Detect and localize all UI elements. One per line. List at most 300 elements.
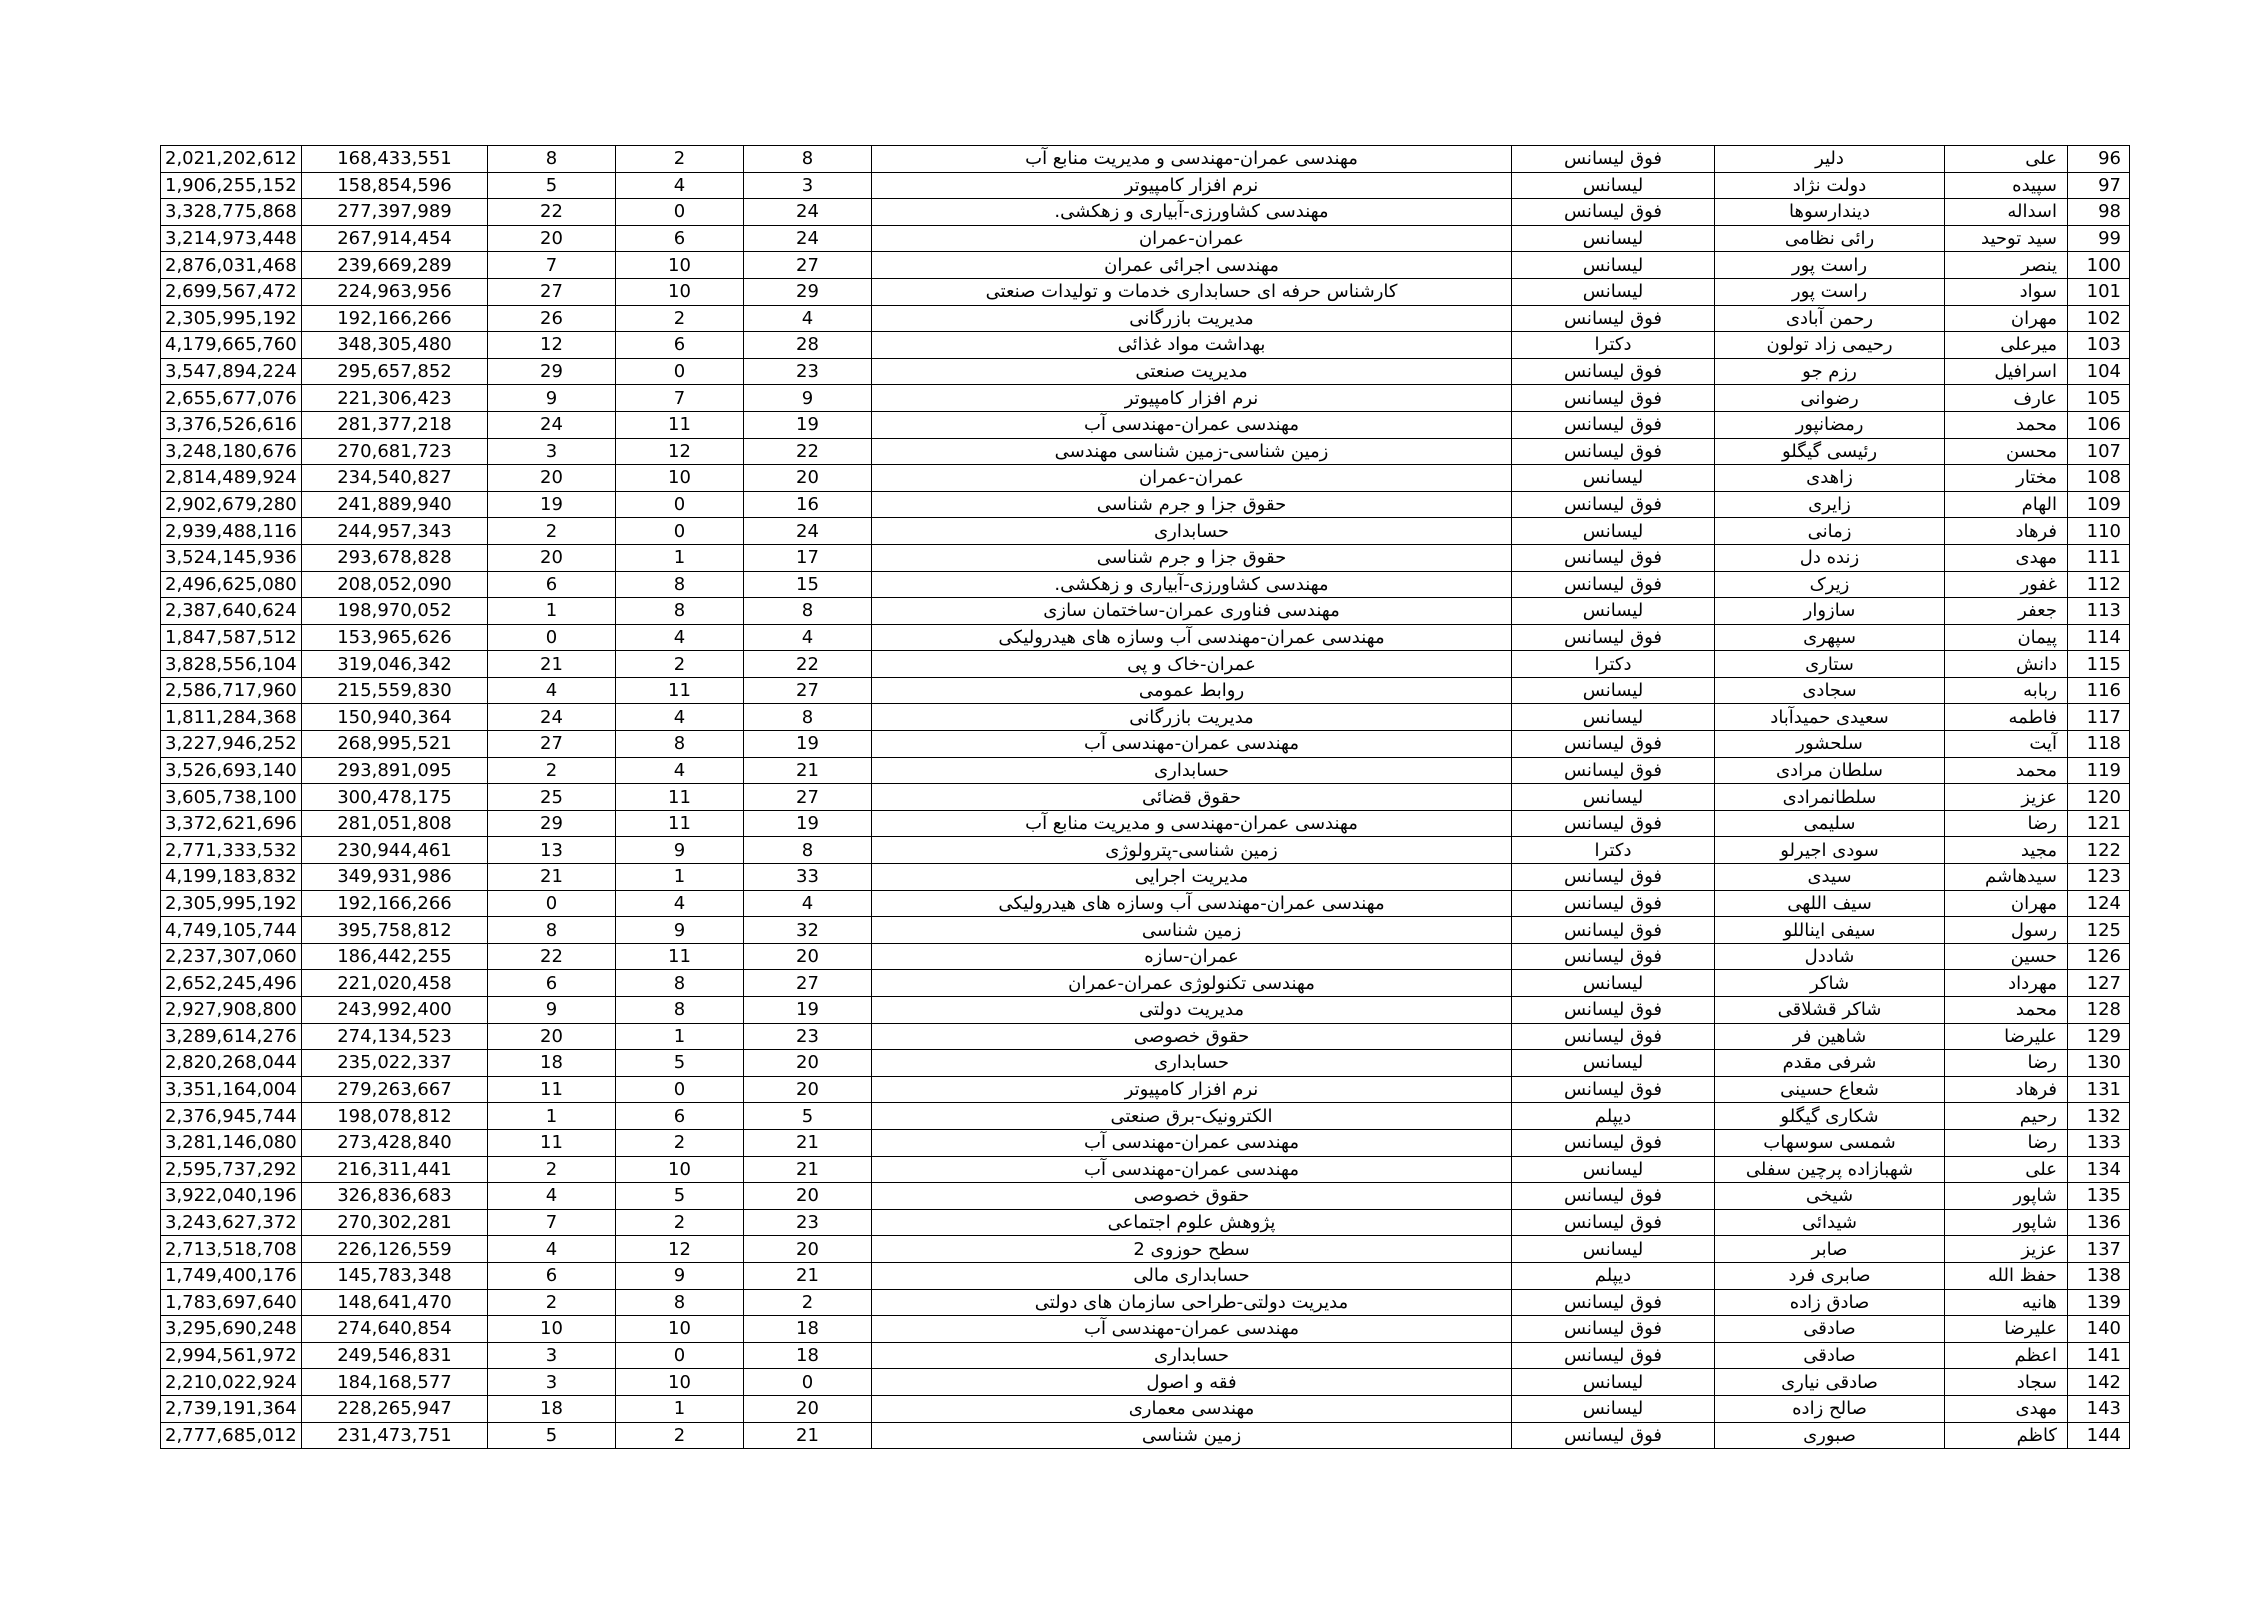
first-name-cell: محمد bbox=[1945, 757, 2068, 784]
table-row bbox=[161, 1342, 2130, 1369]
total-amount-cell: 3,243,627,372 bbox=[161, 1209, 302, 1236]
days-cell: 5 bbox=[744, 1103, 872, 1130]
years-cell: 11 bbox=[488, 1129, 616, 1156]
months-cell: 8 bbox=[616, 1289, 744, 1316]
degree-cell: لیسانس bbox=[1512, 704, 1715, 731]
first-name-cell: مهران bbox=[1945, 305, 2068, 332]
total-amount-cell: 4,179,665,760 bbox=[161, 332, 302, 359]
degree-cell: فوق لیسانس bbox=[1512, 1342, 1715, 1369]
years-cell: 29 bbox=[488, 358, 616, 385]
first-name-cell: میرعلی bbox=[1945, 332, 2068, 359]
table-row bbox=[161, 890, 2130, 917]
first-name-cell: عارف bbox=[1945, 385, 2068, 412]
field-of-study-cell: مهندسی عمران-مهندسی آب bbox=[872, 411, 1512, 438]
degree-cell: لیسانس bbox=[1512, 1156, 1715, 1183]
degree-cell: فوق لیسانس bbox=[1512, 757, 1715, 784]
first-name-cell: سپیده bbox=[1945, 172, 2068, 199]
first-name-cell: رضا bbox=[1945, 1129, 2068, 1156]
field-of-study-cell: مهندسی معماری bbox=[872, 1395, 1512, 1422]
field-of-study-cell: مهندسی فناوری عمران-ساختمان سازی bbox=[872, 598, 1512, 625]
total-amount-cell: 2,305,995,192 bbox=[161, 305, 302, 332]
years-cell: 6 bbox=[488, 571, 616, 598]
months-cell: 8 bbox=[616, 598, 744, 625]
table-row bbox=[161, 332, 2130, 359]
first-name-cell: رسول bbox=[1945, 917, 2068, 944]
months-cell: 7 bbox=[616, 385, 744, 412]
table-row bbox=[161, 731, 2130, 758]
degree-cell: فوق لیسانس bbox=[1512, 544, 1715, 571]
total-amount-cell: 3,526,693,140 bbox=[161, 757, 302, 784]
field-of-study-cell: مهندسی تکنولوژی عمران-عمران bbox=[872, 970, 1512, 997]
row-number-cell: 123 bbox=[2068, 864, 2130, 891]
degree-cell: لیسانس bbox=[1512, 518, 1715, 545]
months-cell: 6 bbox=[616, 225, 744, 252]
total-amount-cell: 3,828,556,104 bbox=[161, 651, 302, 678]
field-of-study-cell: حسابداری مالی bbox=[872, 1262, 1512, 1289]
row-number-cell: 113 bbox=[2068, 598, 2130, 625]
months-cell: 8 bbox=[616, 571, 744, 598]
monthly-amount-cell: 192,166,266 bbox=[302, 305, 488, 332]
last-name-cell: راست پور bbox=[1715, 252, 1945, 279]
monthly-amount-cell: 198,078,812 bbox=[302, 1103, 488, 1130]
row-number-cell: 107 bbox=[2068, 438, 2130, 465]
total-amount-cell: 3,376,526,616 bbox=[161, 411, 302, 438]
months-cell: 11 bbox=[616, 677, 744, 704]
years-cell: 11 bbox=[488, 1076, 616, 1103]
days-cell: 21 bbox=[744, 1262, 872, 1289]
first-name-cell: علیرضا bbox=[1945, 1023, 2068, 1050]
days-cell: 33 bbox=[744, 864, 872, 891]
table-row bbox=[161, 1050, 2130, 1077]
first-name-cell: مجید bbox=[1945, 837, 2068, 864]
years-cell: 10 bbox=[488, 1316, 616, 1343]
row-number-cell: 120 bbox=[2068, 784, 2130, 811]
last-name-cell: صادق زاده bbox=[1715, 1289, 1945, 1316]
days-cell: 20 bbox=[744, 465, 872, 492]
days-cell: 20 bbox=[744, 943, 872, 970]
monthly-amount-cell: 230,944,461 bbox=[302, 837, 488, 864]
monthly-amount-cell: 293,891,095 bbox=[302, 757, 488, 784]
months-cell: 8 bbox=[616, 731, 744, 758]
field-of-study-cell: حسابداری bbox=[872, 757, 1512, 784]
days-cell: 23 bbox=[744, 1023, 872, 1050]
first-name-cell: سید توحید bbox=[1945, 225, 2068, 252]
field-of-study-cell: مهندسی عمران-مهندسی آب وسازه های هیدرولیکی bbox=[872, 624, 1512, 651]
total-amount-cell: 2,699,567,472 bbox=[161, 278, 302, 305]
monthly-amount-cell: 226,126,559 bbox=[302, 1236, 488, 1263]
months-cell: 9 bbox=[616, 837, 744, 864]
months-cell: 10 bbox=[616, 252, 744, 279]
last-name-cell: شرفی مقدم bbox=[1715, 1050, 1945, 1077]
last-name-cell: سجادی bbox=[1715, 677, 1945, 704]
row-number-cell: 118 bbox=[2068, 731, 2130, 758]
row-number-cell: 141 bbox=[2068, 1342, 2130, 1369]
last-name-cell: زاهدی bbox=[1715, 465, 1945, 492]
years-cell: 18 bbox=[488, 1395, 616, 1422]
years-cell: 26 bbox=[488, 305, 616, 332]
first-name-cell: مختار bbox=[1945, 465, 2068, 492]
row-number-cell: 119 bbox=[2068, 757, 2130, 784]
monthly-amount-cell: 208,052,090 bbox=[302, 571, 488, 598]
degree-cell: لیسانس bbox=[1512, 252, 1715, 279]
first-name-cell: مهدی bbox=[1945, 544, 2068, 571]
degree-cell: فوق لیسانس bbox=[1512, 810, 1715, 837]
first-name-cell: مهدی bbox=[1945, 1395, 2068, 1422]
degree-cell: فوق لیسانس bbox=[1512, 1076, 1715, 1103]
field-of-study-cell: فقه و اصول bbox=[872, 1369, 1512, 1396]
months-cell: 2 bbox=[616, 1129, 744, 1156]
degree-cell: فوق لیسانس bbox=[1512, 1023, 1715, 1050]
months-cell: 10 bbox=[616, 1156, 744, 1183]
last-name-cell: شیخی bbox=[1715, 1183, 1945, 1210]
last-name-cell: زنده دل bbox=[1715, 544, 1945, 571]
first-name-cell: ربابه bbox=[1945, 677, 2068, 704]
days-cell: 8 bbox=[744, 837, 872, 864]
monthly-amount-cell: 186,442,255 bbox=[302, 943, 488, 970]
years-cell: 29 bbox=[488, 810, 616, 837]
months-cell: 1 bbox=[616, 1395, 744, 1422]
monthly-amount-cell: 270,681,723 bbox=[302, 438, 488, 465]
monthly-amount-cell: 153,965,626 bbox=[302, 624, 488, 651]
row-number-cell: 100 bbox=[2068, 252, 2130, 279]
total-amount-cell: 2,237,307,060 bbox=[161, 943, 302, 970]
row-number-cell: 136 bbox=[2068, 1209, 2130, 1236]
row-number-cell: 96 bbox=[2068, 146, 2130, 173]
total-amount-cell: 2,387,640,624 bbox=[161, 598, 302, 625]
field-of-study-cell: پژوهش علوم اجتماعی bbox=[872, 1209, 1512, 1236]
row-number-cell: 124 bbox=[2068, 890, 2130, 917]
first-name-cell: حسین bbox=[1945, 943, 2068, 970]
months-cell: 0 bbox=[616, 1342, 744, 1369]
table-row bbox=[161, 624, 2130, 651]
last-name-cell: دیندارسوها bbox=[1715, 199, 1945, 226]
field-of-study-cell: مهندسی عمران-مهندسی و مدیریت منابع آب bbox=[872, 146, 1512, 173]
last-name-cell: شیدائی bbox=[1715, 1209, 1945, 1236]
months-cell: 0 bbox=[616, 1076, 744, 1103]
monthly-amount-cell: 281,051,808 bbox=[302, 810, 488, 837]
months-cell: 4 bbox=[616, 624, 744, 651]
table-row bbox=[161, 1422, 2130, 1449]
degree-cell: لیسانس bbox=[1512, 598, 1715, 625]
total-amount-cell: 2,876,031,468 bbox=[161, 252, 302, 279]
row-number-cell: 126 bbox=[2068, 943, 2130, 970]
table-row bbox=[161, 1262, 2130, 1289]
monthly-amount-cell: 216,311,441 bbox=[302, 1156, 488, 1183]
last-name-cell: صبوری bbox=[1715, 1422, 1945, 1449]
total-amount-cell: 3,372,621,696 bbox=[161, 810, 302, 837]
last-name-cell: سیف اللهی bbox=[1715, 890, 1945, 917]
row-number-cell: 130 bbox=[2068, 1050, 2130, 1077]
field-of-study-cell: نرم افزار کامپیوتر bbox=[872, 1076, 1512, 1103]
last-name-cell: سازوار bbox=[1715, 598, 1945, 625]
field-of-study-cell: مهندسی عمران-مهندسی آب bbox=[872, 1316, 1512, 1343]
days-cell: 29 bbox=[744, 278, 872, 305]
table-row bbox=[161, 1183, 2130, 1210]
table-row bbox=[161, 810, 2130, 837]
years-cell: 4 bbox=[488, 1236, 616, 1263]
total-amount-cell: 3,281,146,080 bbox=[161, 1129, 302, 1156]
degree-cell: فوق لیسانس bbox=[1512, 624, 1715, 651]
field-of-study-cell: عمران-عمران bbox=[872, 225, 1512, 252]
table-row bbox=[161, 358, 2130, 385]
field-of-study-cell: مهندسی عمران-مهندسی آب bbox=[872, 731, 1512, 758]
monthly-amount-cell: 168,433,551 bbox=[302, 146, 488, 173]
table-row bbox=[161, 305, 2130, 332]
first-name-cell: فرهاد bbox=[1945, 1076, 2068, 1103]
last-name-cell: شاکر قشلاقی bbox=[1715, 997, 1945, 1024]
field-of-study-cell: کارشناس حرفه ای حسابداری خدمات و تولیدات صنعتی bbox=[872, 278, 1512, 305]
monthly-amount-cell: 148,641,470 bbox=[302, 1289, 488, 1316]
first-name-cell: جعفر bbox=[1945, 598, 2068, 625]
first-name-cell: حفظ الله bbox=[1945, 1262, 2068, 1289]
total-amount-cell: 2,777,685,012 bbox=[161, 1422, 302, 1449]
days-cell: 28 bbox=[744, 332, 872, 359]
years-cell: 9 bbox=[488, 997, 616, 1024]
first-name-cell: رضا bbox=[1945, 1050, 2068, 1077]
table-row bbox=[161, 837, 2130, 864]
last-name-cell: شاکر bbox=[1715, 970, 1945, 997]
table-row bbox=[161, 1023, 2130, 1050]
row-number-cell: 132 bbox=[2068, 1103, 2130, 1130]
days-cell: 2 bbox=[744, 1289, 872, 1316]
row-number-cell: 140 bbox=[2068, 1316, 2130, 1343]
degree-cell: فوق لیسانس bbox=[1512, 997, 1715, 1024]
field-of-study-cell: زمین شناسی-زمین شناسی مهندسی bbox=[872, 438, 1512, 465]
total-amount-cell: 1,783,697,640 bbox=[161, 1289, 302, 1316]
table-row bbox=[161, 252, 2130, 279]
total-amount-cell: 2,210,022,924 bbox=[161, 1369, 302, 1396]
months-cell: 10 bbox=[616, 465, 744, 492]
months-cell: 10 bbox=[616, 1316, 744, 1343]
total-amount-cell: 3,547,894,224 bbox=[161, 358, 302, 385]
row-number-cell: 109 bbox=[2068, 491, 2130, 518]
field-of-study-cell: مهندسی کشاورزی-آبیاری و زهکشی. bbox=[872, 571, 1512, 598]
table-row bbox=[161, 864, 2130, 891]
row-number-cell: 135 bbox=[2068, 1183, 2130, 1210]
monthly-amount-cell: 274,134,523 bbox=[302, 1023, 488, 1050]
row-number-cell: 129 bbox=[2068, 1023, 2130, 1050]
first-name-cell: کاظم bbox=[1945, 1422, 2068, 1449]
total-amount-cell: 3,351,164,004 bbox=[161, 1076, 302, 1103]
first-name-cell: شاپور bbox=[1945, 1209, 2068, 1236]
last-name-cell: شعاع حسینی bbox=[1715, 1076, 1945, 1103]
months-cell: 2 bbox=[616, 146, 744, 173]
last-name-cell: رضوانی bbox=[1715, 385, 1945, 412]
total-amount-cell: 3,214,973,448 bbox=[161, 225, 302, 252]
years-cell: 21 bbox=[488, 864, 616, 891]
table-row bbox=[161, 172, 2130, 199]
last-name-cell: ستاری bbox=[1715, 651, 1945, 678]
last-name-cell: زیرک bbox=[1715, 571, 1945, 598]
years-cell: 27 bbox=[488, 731, 616, 758]
degree-cell: فوق لیسانس bbox=[1512, 890, 1715, 917]
months-cell: 4 bbox=[616, 704, 744, 731]
field-of-study-cell: حقوق خصوصی bbox=[872, 1023, 1512, 1050]
table-row bbox=[161, 757, 2130, 784]
table-row bbox=[161, 704, 2130, 731]
total-amount-cell: 2,713,518,708 bbox=[161, 1236, 302, 1263]
years-cell: 0 bbox=[488, 890, 616, 917]
first-name-cell: دانش bbox=[1945, 651, 2068, 678]
table-row bbox=[161, 651, 2130, 678]
monthly-amount-cell: 224,963,956 bbox=[302, 278, 488, 305]
field-of-study-cell: مدیریت بازرگانی bbox=[872, 305, 1512, 332]
years-cell: 9 bbox=[488, 385, 616, 412]
monthly-amount-cell: 231,473,751 bbox=[302, 1422, 488, 1449]
days-cell: 23 bbox=[744, 358, 872, 385]
monthly-amount-cell: 326,836,683 bbox=[302, 1183, 488, 1210]
first-name-cell: سواد bbox=[1945, 278, 2068, 305]
days-cell: 19 bbox=[744, 411, 872, 438]
months-cell: 0 bbox=[616, 518, 744, 545]
degree-cell: فوق لیسانس bbox=[1512, 146, 1715, 173]
monthly-amount-cell: 279,263,667 bbox=[302, 1076, 488, 1103]
last-name-cell: سپهری bbox=[1715, 624, 1945, 651]
last-name-cell: دولت نژاد bbox=[1715, 172, 1945, 199]
degree-cell: لیسانس bbox=[1512, 970, 1715, 997]
first-name-cell: شاپور bbox=[1945, 1183, 2068, 1210]
table-row bbox=[161, 1369, 2130, 1396]
row-number-cell: 133 bbox=[2068, 1129, 2130, 1156]
months-cell: 8 bbox=[616, 997, 744, 1024]
total-amount-cell: 2,739,191,364 bbox=[161, 1395, 302, 1422]
row-number-cell: 114 bbox=[2068, 624, 2130, 651]
months-cell: 1 bbox=[616, 864, 744, 891]
table-row bbox=[161, 598, 2130, 625]
row-number-cell: 105 bbox=[2068, 385, 2130, 412]
first-name-cell: مهران bbox=[1945, 890, 2068, 917]
first-name-cell: سجاد bbox=[1945, 1369, 2068, 1396]
monthly-amount-cell: 270,302,281 bbox=[302, 1209, 488, 1236]
row-number-cell: 104 bbox=[2068, 358, 2130, 385]
days-cell: 27 bbox=[744, 784, 872, 811]
row-number-cell: 103 bbox=[2068, 332, 2130, 359]
row-number-cell: 134 bbox=[2068, 1156, 2130, 1183]
row-number-cell: 128 bbox=[2068, 997, 2130, 1024]
table-row bbox=[161, 1076, 2130, 1103]
months-cell: 2 bbox=[616, 305, 744, 332]
total-amount-cell: 2,655,677,076 bbox=[161, 385, 302, 412]
degree-cell: فوق لیسانس bbox=[1512, 491, 1715, 518]
field-of-study-cell: نرم افزار کامپیوتر bbox=[872, 172, 1512, 199]
degree-cell: لیسانس bbox=[1512, 1395, 1715, 1422]
first-name-cell: آیت bbox=[1945, 731, 2068, 758]
degree-cell: فوق لیسانس bbox=[1512, 1129, 1715, 1156]
first-name-cell: هانیه bbox=[1945, 1289, 2068, 1316]
last-name-cell: سیفی ایناللو bbox=[1715, 917, 1945, 944]
monthly-amount-cell: 234,540,827 bbox=[302, 465, 488, 492]
field-of-study-cell: زمین شناسی bbox=[872, 1422, 1512, 1449]
months-cell: 6 bbox=[616, 1103, 744, 1130]
first-name-cell: غفور bbox=[1945, 571, 2068, 598]
first-name-cell: اسداله bbox=[1945, 199, 2068, 226]
first-name-cell: پیمان bbox=[1945, 624, 2068, 651]
years-cell: 8 bbox=[488, 146, 616, 173]
days-cell: 15 bbox=[744, 571, 872, 598]
row-number-cell: 122 bbox=[2068, 837, 2130, 864]
monthly-amount-cell: 349,931,986 bbox=[302, 864, 488, 891]
years-cell: 18 bbox=[488, 1050, 616, 1077]
degree-cell: دکترا bbox=[1512, 332, 1715, 359]
months-cell: 1 bbox=[616, 544, 744, 571]
field-of-study-cell: حسابداری bbox=[872, 1050, 1512, 1077]
table-body bbox=[161, 146, 2130, 1449]
total-amount-cell: 2,771,333,532 bbox=[161, 837, 302, 864]
total-amount-cell: 3,524,145,936 bbox=[161, 544, 302, 571]
monthly-amount-cell: 158,854,596 bbox=[302, 172, 488, 199]
years-cell: 2 bbox=[488, 1289, 616, 1316]
days-cell: 18 bbox=[744, 1316, 872, 1343]
monthly-amount-cell: 395,758,812 bbox=[302, 917, 488, 944]
row-number-cell: 99 bbox=[2068, 225, 2130, 252]
years-cell: 19 bbox=[488, 491, 616, 518]
degree-cell: فوق لیسانس bbox=[1512, 571, 1715, 598]
field-of-study-cell: سطح حوزوی 2 bbox=[872, 1236, 1512, 1263]
total-amount-cell: 3,328,775,868 bbox=[161, 199, 302, 226]
degree-cell: فوق لیسانس bbox=[1512, 411, 1715, 438]
months-cell: 4 bbox=[616, 890, 744, 917]
first-name-cell: محمد bbox=[1945, 411, 2068, 438]
months-cell: 10 bbox=[616, 1369, 744, 1396]
document-sheet bbox=[160, 145, 2129, 1449]
degree-cell: فوق لیسانس bbox=[1512, 917, 1715, 944]
last-name-cell: رحیمی زاد تولون bbox=[1715, 332, 1945, 359]
field-of-study-cell: مهندسی عمران-مهندسی آب bbox=[872, 1129, 1512, 1156]
row-number-cell: 117 bbox=[2068, 704, 2130, 731]
total-amount-cell: 2,814,489,924 bbox=[161, 465, 302, 492]
monthly-amount-cell: 215,559,830 bbox=[302, 677, 488, 704]
first-name-cell: علیرضا bbox=[1945, 1316, 2068, 1343]
years-cell: 5 bbox=[488, 172, 616, 199]
last-name-cell: رحمن آبادی bbox=[1715, 305, 1945, 332]
days-cell: 21 bbox=[744, 757, 872, 784]
last-name-cell: سودی اجیرلو bbox=[1715, 837, 1945, 864]
months-cell: 8 bbox=[616, 970, 744, 997]
table-row bbox=[161, 677, 2130, 704]
days-cell: 9 bbox=[744, 385, 872, 412]
monthly-amount-cell: 348,305,480 bbox=[302, 332, 488, 359]
field-of-study-cell: مدیریت دولتی-طراحی سازمان های دولتی bbox=[872, 1289, 1512, 1316]
years-cell: 3 bbox=[488, 1342, 616, 1369]
months-cell: 5 bbox=[616, 1183, 744, 1210]
field-of-study-cell: حقوق خصوصی bbox=[872, 1183, 1512, 1210]
days-cell: 17 bbox=[744, 544, 872, 571]
total-amount-cell: 2,021,202,612 bbox=[161, 146, 302, 173]
years-cell: 20 bbox=[488, 544, 616, 571]
monthly-amount-cell: 243,992,400 bbox=[302, 997, 488, 1024]
last-name-cell: صادقی bbox=[1715, 1316, 1945, 1343]
years-cell: 2 bbox=[488, 1156, 616, 1183]
table-row bbox=[161, 146, 2130, 173]
monthly-amount-cell: 228,265,947 bbox=[302, 1395, 488, 1422]
table-row bbox=[161, 1156, 2130, 1183]
degree-cell: لیسانس bbox=[1512, 677, 1715, 704]
monthly-amount-cell: 198,970,052 bbox=[302, 598, 488, 625]
field-of-study-cell: بهداشت مواد غذائی bbox=[872, 332, 1512, 359]
days-cell: 8 bbox=[744, 598, 872, 625]
last-name-cell: رزم جو bbox=[1715, 358, 1945, 385]
total-amount-cell: 2,376,945,744 bbox=[161, 1103, 302, 1130]
table-row bbox=[161, 571, 2130, 598]
days-cell: 8 bbox=[744, 704, 872, 731]
years-cell: 2 bbox=[488, 518, 616, 545]
row-number-cell: 101 bbox=[2068, 278, 2130, 305]
field-of-study-cell: عمران-سازه bbox=[872, 943, 1512, 970]
years-cell: 22 bbox=[488, 943, 616, 970]
total-amount-cell: 4,749,105,744 bbox=[161, 917, 302, 944]
field-of-study-cell: نرم افزار کامپیوتر bbox=[872, 385, 1512, 412]
degree-cell: فوق لیسانس bbox=[1512, 305, 1715, 332]
